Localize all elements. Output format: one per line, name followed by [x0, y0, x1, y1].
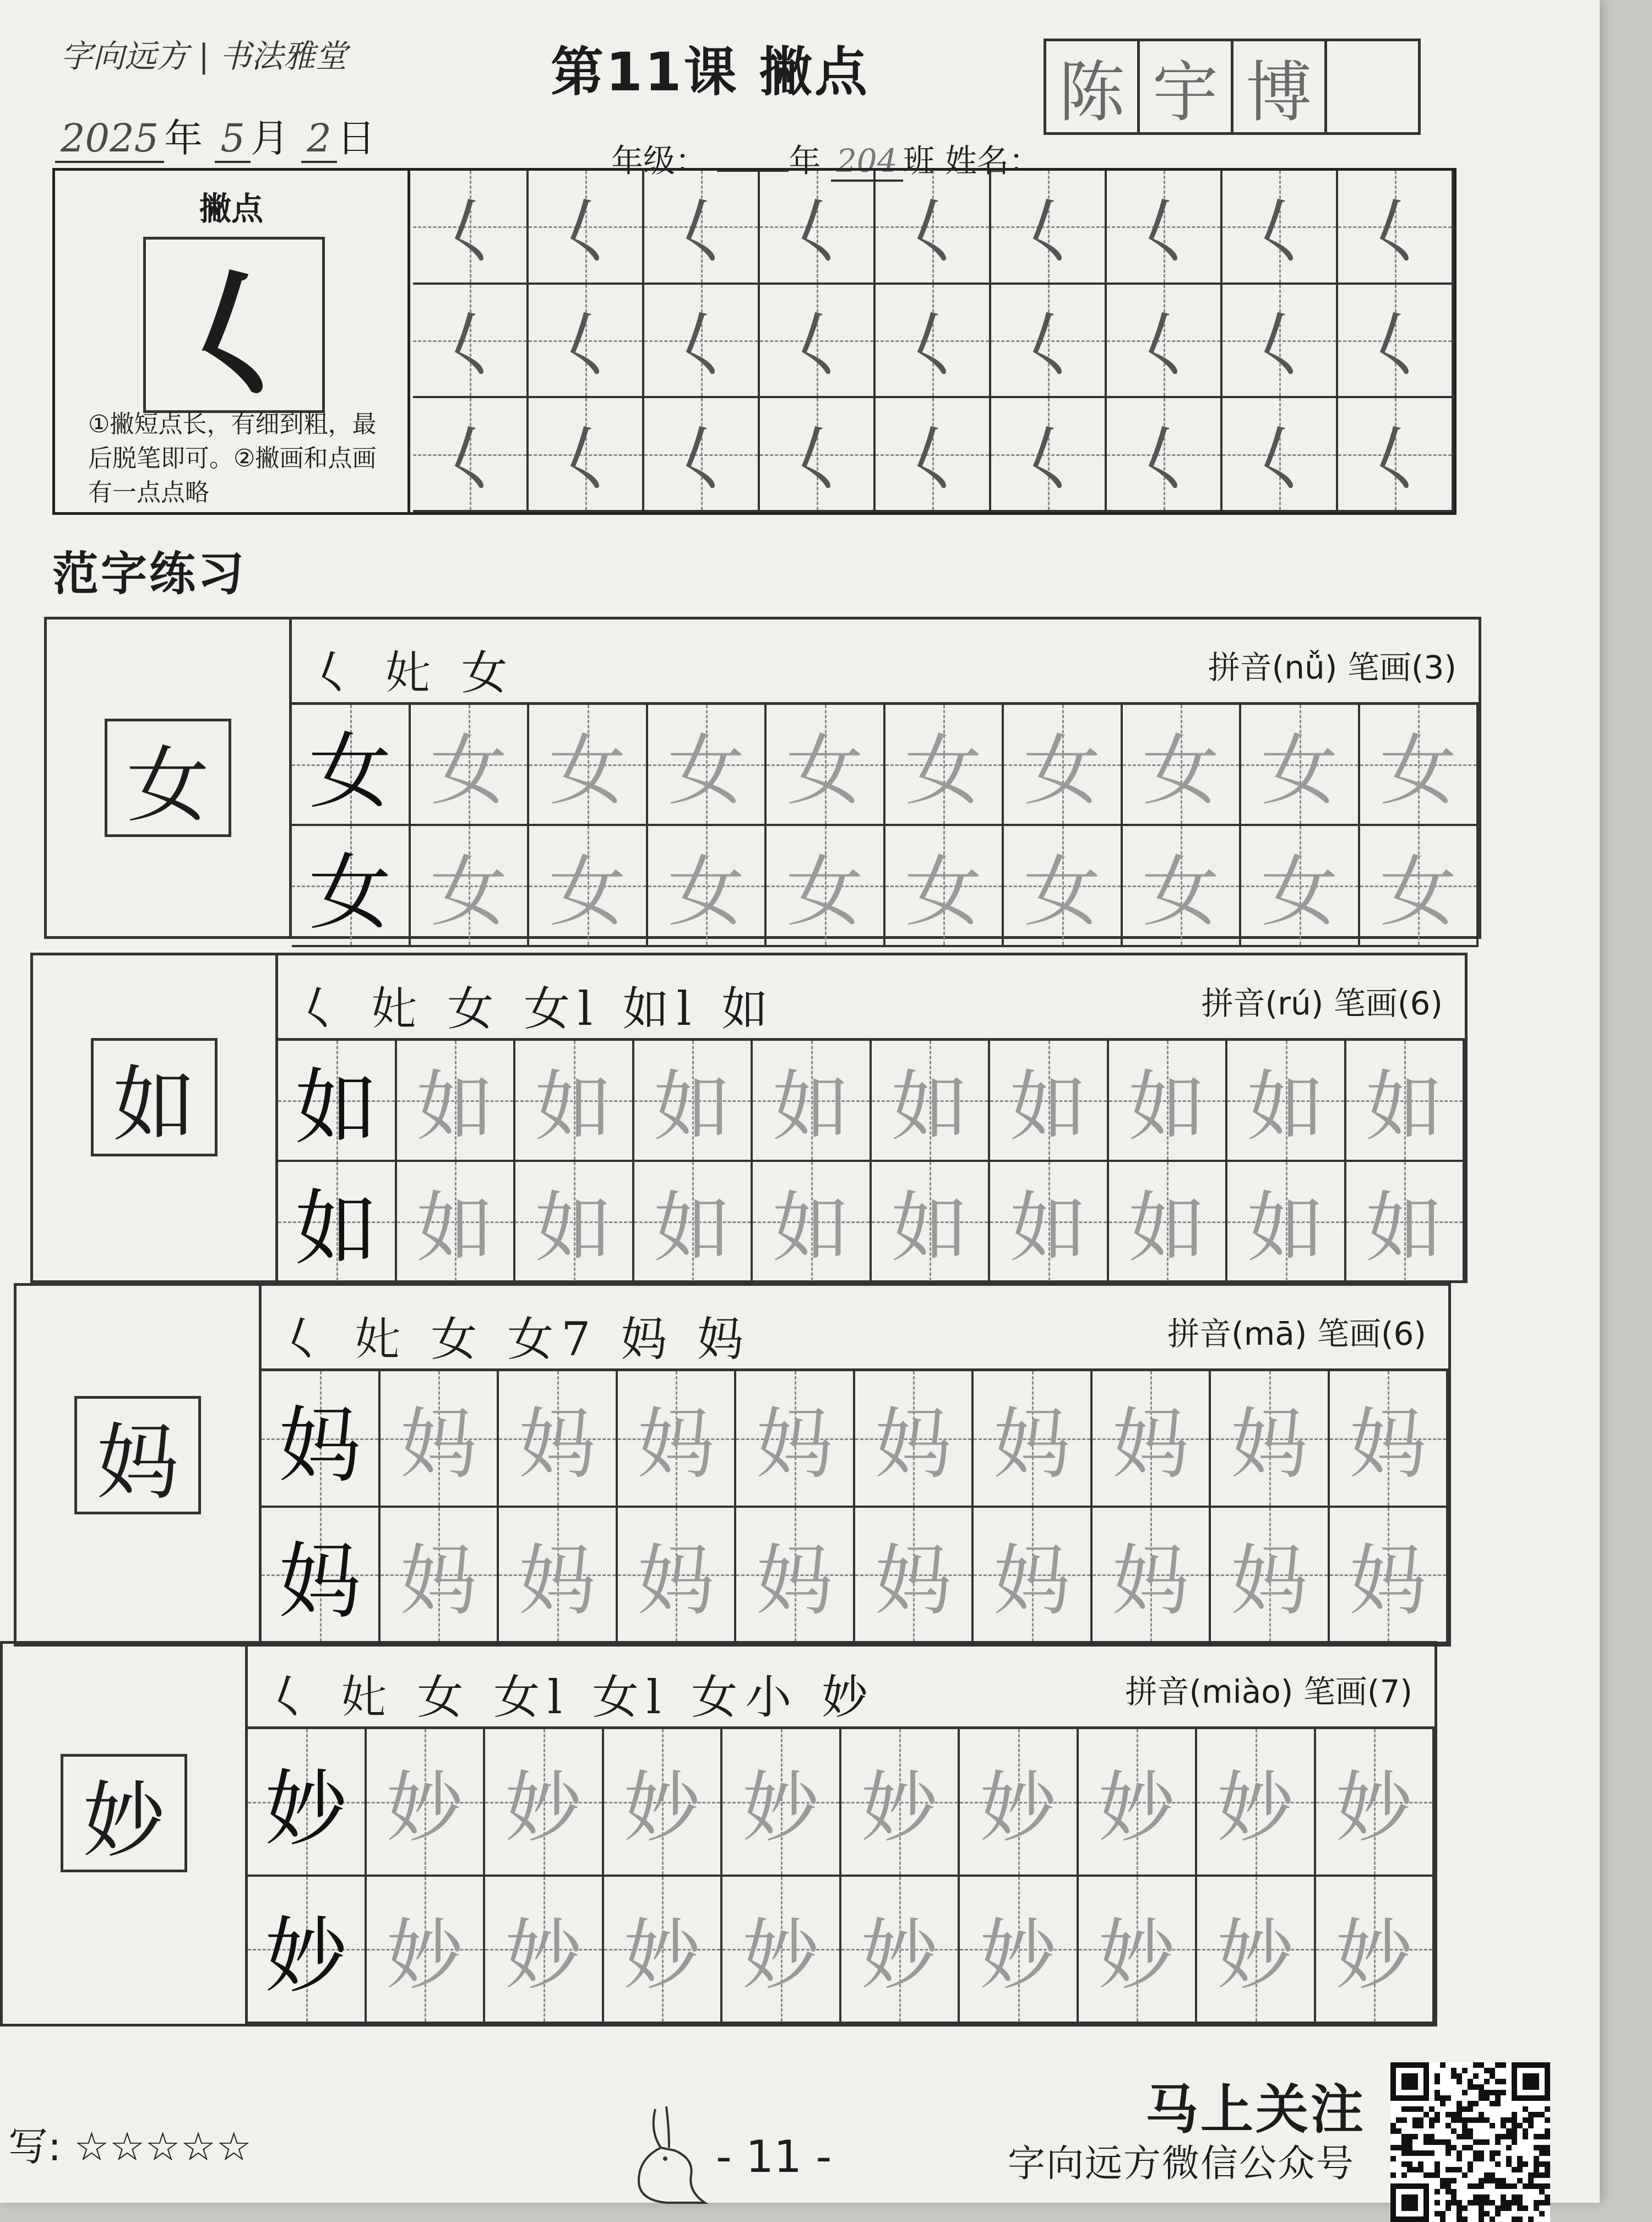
- brand-logo-text: 字向远方 | 书法雅堂: [61, 37, 347, 75]
- practice-cell: [411, 705, 530, 826]
- date-year-unit: 年: [164, 116, 203, 161]
- model-glyph: 女: [308, 845, 392, 941]
- date-day: 2: [301, 116, 337, 163]
- practice-cell: [1004, 705, 1123, 826]
- stroke-practice-cell: [991, 285, 1107, 399]
- practice-glyph: 妙: [504, 1910, 582, 2001]
- model-character: 女: [105, 719, 231, 837]
- stroke-practice-cell: [1338, 285, 1454, 399]
- practice-cell: [604, 1729, 723, 1877]
- stroke-practice-glyph: 𡿨: [549, 304, 621, 388]
- practice-glyph: 妙: [979, 1910, 1057, 2001]
- practice-cell: [960, 1729, 1079, 1877]
- stroke-practice-cell: [760, 398, 876, 512]
- stroke-practice-cell: [1222, 398, 1338, 512]
- stroke-practice-cell: [876, 285, 991, 399]
- practice-glyph: 如: [1009, 1183, 1087, 1273]
- pinyin-label: 拼音(miào): [1125, 1673, 1294, 1710]
- practice-glyph: 妈: [518, 1400, 596, 1490]
- practice-cell: [1197, 1877, 1316, 2024]
- stroke-practice-glyph: 𡿨: [780, 190, 852, 274]
- stroke-practice-glyph: 𡿨: [665, 190, 737, 274]
- practice-glyph: 如: [1366, 1062, 1443, 1152]
- practice-cell: [1241, 705, 1360, 826]
- strokes-label: 笔画(6): [1317, 1315, 1426, 1352]
- practice-glyph: 如: [1247, 1183, 1324, 1273]
- grade-label: 年级：: [611, 142, 708, 180]
- stroke-practice-glyph: 𡿨: [1012, 304, 1084, 388]
- practice-cell: [381, 1371, 499, 1508]
- practice-cell: [411, 826, 530, 947]
- section-title: 范字练习: [52, 547, 247, 601]
- practice-cell: [1227, 1162, 1346, 1283]
- practice-cell: [960, 1877, 1079, 2024]
- practice-cell: [367, 1729, 486, 1877]
- practice-glyph: 女: [548, 847, 626, 937]
- stroke-practice-glyph: 𡿨: [1358, 190, 1431, 274]
- practice-glyph: 女: [1142, 847, 1220, 937]
- practice-glyph: 如: [1128, 1183, 1206, 1273]
- practice-glyph: 女: [1379, 847, 1457, 937]
- practice-cell: [529, 705, 648, 826]
- practice-glyph: 如: [416, 1183, 494, 1273]
- practice-glyph: 女: [905, 847, 982, 937]
- date-line: [55, 107, 376, 163]
- name-boxes: [1046, 39, 1421, 135]
- practice-glyph: 妙: [742, 1763, 819, 1854]
- model-cell: [292, 826, 411, 947]
- character-panel: [17, 1286, 262, 1644]
- date-month: 5: [215, 116, 251, 163]
- practice-cell: [485, 1729, 604, 1877]
- stroke-practice-cell: [1107, 285, 1222, 399]
- stroke-practice-cell: [991, 171, 1107, 285]
- stroke-practice-glyph: 𡿨: [1358, 418, 1431, 502]
- stroke-order-sequence: 𡿨 𡚨 女: [308, 646, 515, 700]
- practice-glyph: 如: [772, 1183, 850, 1273]
- practice-cell: [736, 1371, 855, 1508]
- practice-cell: [855, 1371, 974, 1508]
- practice-glyph: 女: [1023, 847, 1101, 937]
- model-character: 妙: [61, 1754, 187, 1872]
- practice-glyph: 如: [654, 1183, 731, 1273]
- practice-cell: [990, 1041, 1109, 1162]
- rabbit-icon: [622, 2098, 721, 2208]
- model-glyph: 妙: [264, 1909, 347, 2005]
- practice-cell: [1109, 1162, 1228, 1283]
- practice-glyph: 如: [535, 1062, 612, 1152]
- stroke-practice-glyph: 𡿨: [780, 418, 852, 502]
- practice-cell: [1079, 1877, 1198, 2024]
- practice-cell: [1330, 1508, 1449, 1644]
- character-panel: [3, 1644, 248, 2024]
- practice-cell: [367, 1877, 486, 2024]
- practice-glyph: 女: [786, 726, 863, 816]
- practice-cell: [634, 1162, 753, 1283]
- practice-cell: [841, 1877, 960, 2024]
- rating-label: 写:: [8, 2123, 62, 2170]
- stroke-practice-glyph: 𡿨: [1012, 418, 1084, 502]
- practice-glyph: 如: [1366, 1183, 1443, 1273]
- practice-cell: [515, 1041, 634, 1162]
- practice-glyph: 妈: [756, 1400, 833, 1490]
- model-cell: [248, 1877, 367, 2024]
- class-unit: 班: [903, 142, 935, 180]
- date-day-unit: 日: [336, 116, 376, 161]
- stroke-practice-glyph: 𡿨: [1127, 418, 1199, 502]
- model-glyph: 妈: [278, 1398, 361, 1494]
- practice-glyph: 如: [772, 1062, 850, 1152]
- stroke-practice-cell: [760, 285, 876, 399]
- pinyin-label: 拼音(rú): [1201, 985, 1324, 1022]
- practice-glyph: 妙: [504, 1763, 582, 1854]
- stroke-practice-glyph: 𡿨: [665, 304, 737, 388]
- practice-glyph: 妙: [861, 1763, 938, 1854]
- practice-glyph: 妈: [993, 1400, 1070, 1490]
- stroke-practice-cell: [644, 285, 760, 399]
- practice-glyph: 女: [786, 847, 863, 937]
- stroke-practice-cell: [1338, 398, 1454, 512]
- stroke-practice-section: [52, 168, 1457, 515]
- practice-cell: [1197, 1729, 1316, 1877]
- stroke-practice-cell: [991, 398, 1107, 512]
- practice-glyph: 妙: [1335, 1763, 1413, 1854]
- practice-cell: [736, 1508, 855, 1644]
- practice-cell: [855, 1508, 974, 1644]
- date-year: 2025: [55, 116, 164, 163]
- pinyin-label: 拼音(mā): [1167, 1315, 1307, 1352]
- name-char-box: 宇: [1137, 39, 1233, 135]
- practice-cell: [604, 1877, 723, 2024]
- practice-cell: [1109, 1041, 1228, 1162]
- practice-glyph: 女: [1379, 726, 1457, 816]
- model-cell: [262, 1371, 381, 1508]
- stroke-demo-box: [143, 237, 325, 417]
- character-panel: [33, 955, 278, 1280]
- stroke-order-sequence: 𡿨 𡚨 女 女7 妈 妈: [278, 1312, 751, 1366]
- stroke-practice-cell: [1222, 171, 1338, 285]
- strokes-label: 笔画(3): [1347, 649, 1457, 686]
- practice-cell: [885, 826, 1004, 947]
- practice-glyph: 如: [891, 1183, 969, 1273]
- rating-stars: ☆☆☆☆☆: [74, 2123, 252, 2170]
- stroke-order-row: [248, 1644, 1434, 1729]
- practice-glyph: 妈: [637, 1536, 715, 1626]
- class-value: 204: [831, 142, 903, 182]
- stroke-practice-cell: [760, 171, 876, 285]
- practice-glyph: 妙: [623, 1763, 701, 1854]
- stroke-practice-glyph: 𡿨: [665, 418, 737, 502]
- stroke-practice-cell: [529, 171, 644, 285]
- practice-cell: [753, 1162, 872, 1283]
- character-meta: [1208, 642, 1457, 688]
- practice-glyph: 妈: [1349, 1400, 1427, 1490]
- model-cell: [248, 1729, 367, 1877]
- practice-cell: [634, 1041, 753, 1162]
- practice-glyph: 妙: [742, 1910, 819, 2001]
- strokes-label: 笔画(6): [1333, 985, 1443, 1022]
- follow-text: 马上关注: [1145, 2079, 1366, 2140]
- practice-glyph: 妈: [400, 1536, 477, 1626]
- practice-glyph: 妈: [1230, 1536, 1308, 1626]
- stroke-practice-glyph: 𡿨: [780, 304, 852, 388]
- practice-cell: [974, 1371, 1093, 1508]
- practice-cell: [397, 1162, 516, 1283]
- practice-glyph: 妙: [1335, 1910, 1413, 2001]
- practice-cell: [1123, 826, 1242, 947]
- character-meta: [1125, 1666, 1412, 1712]
- stroke-practice-cell: [1107, 398, 1222, 512]
- practice-cell: [1360, 705, 1479, 826]
- practice-cell: [1241, 826, 1360, 947]
- model-glyph: 妙: [264, 1761, 347, 1857]
- practice-glyph: 妙: [1098, 1763, 1176, 1854]
- practice-cell: [872, 1162, 991, 1283]
- practice-glyph: 如: [535, 1183, 612, 1273]
- pinyin-label: 拼音(nǚ): [1208, 649, 1338, 686]
- stroke-practice-glyph: 𡿨: [1243, 190, 1315, 274]
- date-month-unit: 月: [250, 116, 289, 161]
- character-practice-grid: [278, 1041, 1465, 1280]
- practice-cell: [841, 1729, 960, 1877]
- practice-cell: [515, 1162, 634, 1283]
- practice-cell: [381, 1508, 499, 1644]
- practice-cell: [1227, 1041, 1346, 1162]
- practice-glyph: 妈: [756, 1536, 833, 1626]
- practice-cell: [529, 826, 648, 947]
- practice-cell: [499, 1371, 618, 1508]
- stroke-practice-cell: [876, 398, 991, 512]
- practice-cell: [1360, 826, 1479, 947]
- stroke-practice-cell: [413, 285, 529, 399]
- stroke-practice-cell: [529, 285, 644, 399]
- practice-glyph: 如: [1009, 1062, 1087, 1152]
- stroke-practice-glyph: 𡿨: [433, 190, 506, 274]
- name-label: 姓名：: [945, 142, 1041, 180]
- character-meta: [1202, 977, 1443, 1024]
- stroke-practice-cell: [529, 398, 644, 512]
- model-glyph: 如: [295, 1181, 378, 1277]
- practice-glyph: 妙: [979, 1763, 1057, 1854]
- practice-glyph: 妙: [1098, 1910, 1176, 2001]
- practice-cell: [1330, 1371, 1449, 1508]
- model-cell: [262, 1508, 381, 1644]
- practice-glyph: 妈: [518, 1536, 596, 1626]
- practice-glyph: 女: [1260, 726, 1338, 816]
- character-block: [0, 1641, 1437, 2027]
- character-panel: [47, 620, 292, 936]
- practice-glyph: 如: [1128, 1062, 1206, 1152]
- practice-cell: [485, 1877, 604, 2024]
- stroke-practice-cell: [876, 171, 991, 285]
- practice-glyph: 妈: [1112, 1536, 1189, 1626]
- practice-glyph: 女: [430, 847, 508, 937]
- character-practice-grid: [292, 705, 1479, 941]
- practice-cell: [1123, 705, 1242, 826]
- practice-glyph: 妙: [386, 1910, 464, 2001]
- practice-cell: [1346, 1162, 1465, 1283]
- stroke-demo-glyph: 𡿨: [165, 255, 303, 417]
- practice-glyph: 妈: [1230, 1400, 1308, 1490]
- practice-cell: [1093, 1508, 1211, 1644]
- page-number: - 11 -: [716, 2131, 832, 2182]
- stroke-practice-glyph: 𡿨: [896, 418, 968, 502]
- name-char-box: 陈: [1044, 39, 1140, 135]
- practice-cell: [648, 705, 767, 826]
- stroke-practice-glyph: 𡿨: [1243, 418, 1315, 502]
- stroke-practice-glyph: 𡿨: [1012, 190, 1084, 274]
- practice-glyph: 女: [1260, 847, 1338, 937]
- practice-cell: [648, 826, 767, 947]
- practice-cell: [1211, 1371, 1330, 1508]
- stroke-order-sequence: 𡿨 𡚨 女 女l 女l 女小 妙: [264, 1670, 876, 1724]
- practice-glyph: 如: [1247, 1062, 1324, 1152]
- stroke-practice-glyph: 𡿨: [433, 418, 506, 502]
- stroke-info-panel: [55, 171, 410, 512]
- stroke-practice-glyph: 𡿨: [896, 304, 968, 388]
- stroke-practice-cell: [1107, 171, 1222, 285]
- practice-glyph: 女: [1142, 726, 1220, 816]
- practice-glyph: 妙: [386, 1763, 464, 1854]
- practice-cell: [722, 1877, 841, 2024]
- practice-glyph: 女: [667, 726, 745, 816]
- stroke-practice-grid: [413, 171, 1454, 512]
- practice-glyph: 如: [416, 1062, 494, 1152]
- practice-glyph: 如: [891, 1062, 969, 1152]
- practice-glyph: 妈: [874, 1536, 952, 1626]
- stroke-description: ①撇短点长，有细到粗，最后脱笔即可。②撇画和点画有一点点略: [88, 410, 377, 507]
- model-character: 如: [91, 1038, 218, 1156]
- character-practice-grid: [248, 1729, 1434, 2024]
- practice-glyph: 妙: [1216, 1763, 1294, 1854]
- practice-cell: [753, 1041, 872, 1162]
- practice-cell: [1316, 1729, 1435, 1877]
- practice-cell: [1004, 826, 1123, 947]
- practice-glyph: 妙: [861, 1910, 938, 2001]
- practice-cell: [1316, 1877, 1435, 2024]
- character-meta: [1167, 1308, 1426, 1354]
- model-cell: [278, 1041, 397, 1162]
- stroke-order-row: [292, 620, 1479, 705]
- practice-glyph: 女: [905, 726, 982, 816]
- stroke-practice-glyph: 𡿨: [1358, 304, 1431, 388]
- practice-glyph: 妙: [623, 1910, 701, 2001]
- stroke-practice-glyph: 𡿨: [1127, 304, 1199, 388]
- practice-cell: [885, 705, 1004, 826]
- stroke-name: 撇点: [199, 190, 263, 227]
- practice-cell: [872, 1041, 991, 1162]
- practice-glyph: 如: [654, 1062, 731, 1152]
- practice-glyph: 女: [1023, 726, 1101, 816]
- character-practice-grid: [262, 1371, 1448, 1644]
- model-glyph: 女: [308, 724, 392, 820]
- practice-glyph: 妈: [637, 1400, 715, 1490]
- practice-cell: [397, 1041, 516, 1162]
- character-block: [14, 1283, 1451, 1647]
- stroke-practice-cell: [1338, 171, 1454, 285]
- practice-cell: [974, 1508, 1093, 1644]
- strokes-label: 笔画(7): [1303, 1673, 1412, 1710]
- model-glyph: 妈: [278, 1534, 361, 1631]
- practice-cell: [1346, 1041, 1465, 1162]
- practice-glyph: 女: [548, 726, 626, 816]
- model-glyph: 如: [295, 1060, 378, 1156]
- practice-glyph: 妈: [874, 1400, 952, 1490]
- model-cell: [292, 705, 411, 826]
- practice-cell: [767, 826, 885, 947]
- stroke-practice-cell: [644, 171, 760, 285]
- stroke-practice-glyph: 𡿨: [896, 190, 968, 274]
- practice-glyph: 妈: [993, 1536, 1070, 1626]
- practice-glyph: 女: [667, 847, 745, 937]
- wechat-text: 字向远方微信公众号: [1008, 2142, 1355, 2186]
- practice-glyph: 妈: [1349, 1536, 1427, 1626]
- grade-unit: 年: [789, 142, 821, 180]
- stroke-practice-glyph: 𡿨: [433, 304, 506, 388]
- stroke-practice-glyph: 𡿨: [549, 190, 621, 274]
- stroke-practice-glyph: 𡿨: [1243, 304, 1315, 388]
- stroke-practice-cell: [413, 398, 529, 512]
- stroke-practice-cell: [413, 171, 529, 285]
- stroke-practice-glyph: 𡿨: [1127, 190, 1199, 274]
- name-char-box: [1324, 39, 1421, 135]
- practice-cell: [618, 1508, 737, 1644]
- practice-glyph: 妈: [1112, 1400, 1189, 1490]
- stroke-practice-cell: [1222, 285, 1338, 399]
- rating: [8, 2115, 252, 2172]
- character-block: [44, 617, 1481, 939]
- stroke-order-row: [278, 955, 1465, 1041]
- model-cell: [278, 1162, 397, 1283]
- practice-cell: [1079, 1729, 1198, 1877]
- model-character: 妈: [74, 1396, 201, 1514]
- stroke-practice-glyph: 𡿨: [549, 418, 621, 502]
- character-block: [30, 953, 1468, 1283]
- practice-cell: [990, 1162, 1109, 1283]
- qr-code-icon[interactable]: [1390, 2062, 1550, 2222]
- stroke-practice-cell: [644, 398, 760, 512]
- lesson-title: 第11课 撇点: [551, 41, 870, 103]
- stroke-order-row: [262, 1286, 1448, 1371]
- practice-cell: [722, 1729, 841, 1877]
- practice-cell: [1093, 1371, 1211, 1508]
- practice-glyph: 妈: [400, 1400, 477, 1490]
- practice-cell: [618, 1371, 737, 1508]
- practice-cell: [767, 705, 885, 826]
- name-char-box: 博: [1231, 39, 1327, 135]
- practice-glyph: 女: [430, 726, 508, 816]
- practice-glyph: 妙: [1216, 1910, 1294, 2001]
- practice-cell: [1211, 1508, 1330, 1644]
- stroke-order-sequence: 𡿨 𡚨 女 女l 如l 如: [295, 982, 776, 1036]
- practice-cell: [499, 1508, 618, 1644]
